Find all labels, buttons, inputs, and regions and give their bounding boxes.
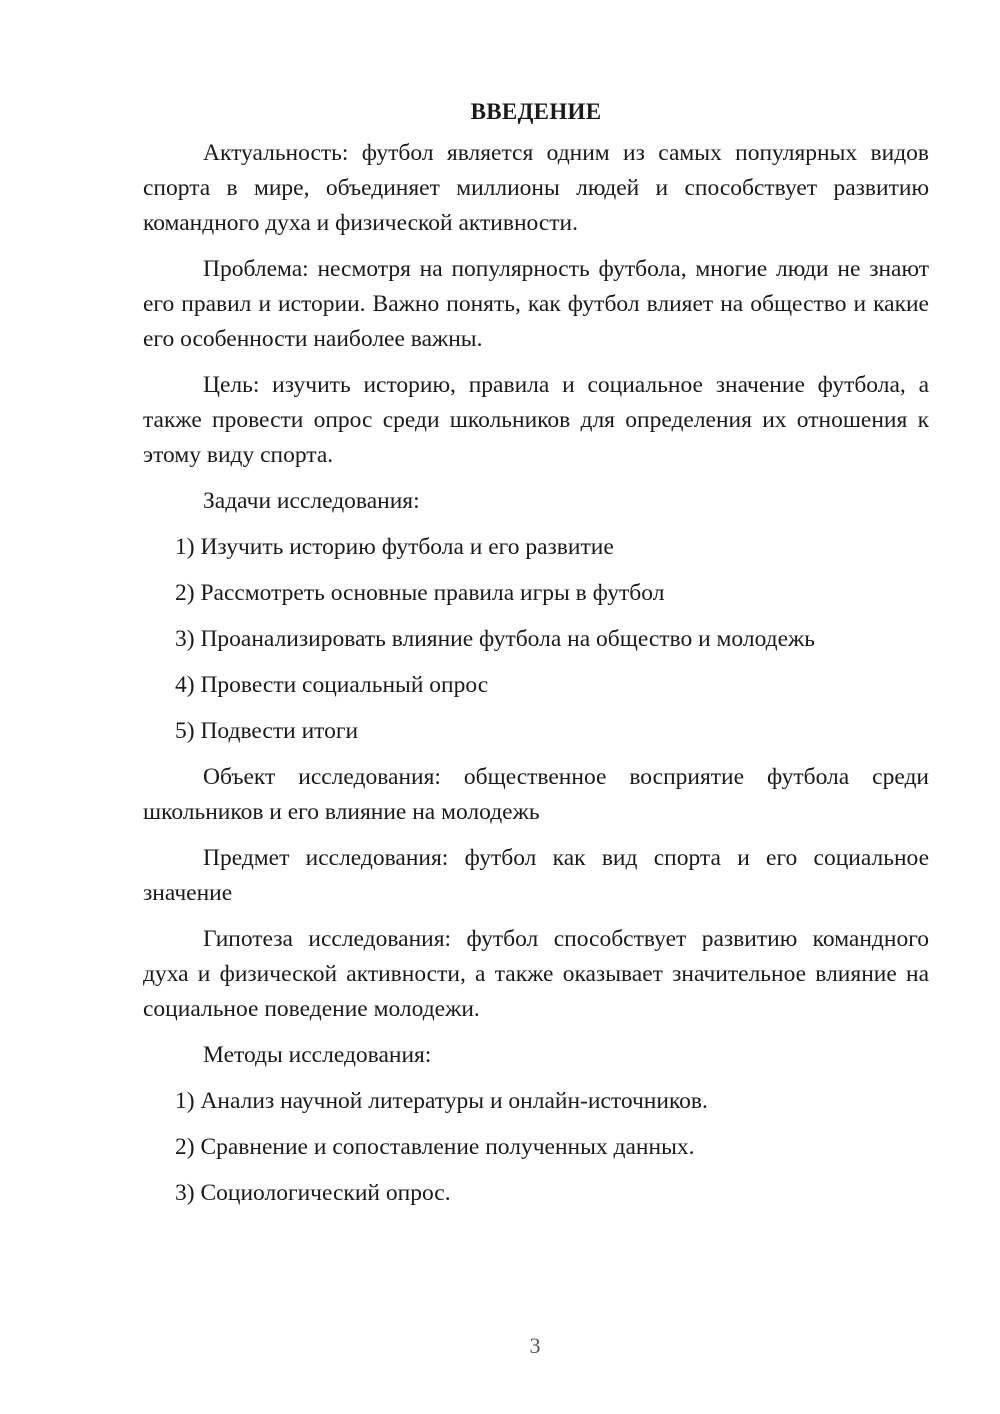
paragraph-goal: Цель: изучить историю, правила и социальное значение футбола, а также провести опрос среди школьников для определения их отношения к этому виду спорта.: [143, 372, 929, 468]
task-item: 5) Подвести итоги: [175, 718, 359, 744]
section-title: ВВЕДЕНИЕ: [470, 99, 602, 124]
paragraph-problem: Проблема: несмотря на популярность футбола, многие люди не знают его правил и истории. Важно понять, как футбол влияет на общество и какие его особенности наиболее важны.: [143, 256, 929, 352]
task-item: 4) Провести социальный опрос: [175, 672, 489, 698]
page-number: 3: [529, 1333, 541, 1358]
task-item: 3) Проанализировать влияние футбола на общество и молодежь: [175, 626, 816, 652]
task-item: 2) Рассмотреть основные правила игры в футбол: [175, 580, 665, 606]
page-content: [143, 94, 929, 1222]
methods-list: [143, 1084, 929, 1211]
methods-heading: Методы исследования:: [203, 1042, 432, 1068]
method-item: 1) Анализ научной литературы и онлайн-источников.: [175, 1088, 708, 1114]
paragraph-object: Объект исследования: общественное восприятие футбола среди школьников и его влияние на молодежь: [143, 764, 929, 825]
task-item: 1) Изучить историю футбола и его развитие: [175, 534, 614, 560]
tasks-list: [143, 530, 929, 749]
tasks-heading: Задачи исследования:: [203, 488, 420, 514]
paragraph-hypothesis: Гипотеза исследования: футбол способствует развитию командного духа и физической активности, а также оказывает значительное влияние на социальное поведение молодежи.: [143, 926, 929, 1022]
paragraph-relevance: Актуальность: футбол является одним из самых популярных видов спорта в мире, объединяет миллионы людей и способствует развитию командного духа и физической активности.: [143, 140, 929, 236]
method-item: 3) Социологический опрос.: [175, 1180, 451, 1206]
method-item: 2) Сравнение и сопоставление полученных данных.: [175, 1134, 695, 1160]
paragraph-subject: Предмет исследования: футбол как вид спорта и его социальное значение: [143, 845, 929, 906]
